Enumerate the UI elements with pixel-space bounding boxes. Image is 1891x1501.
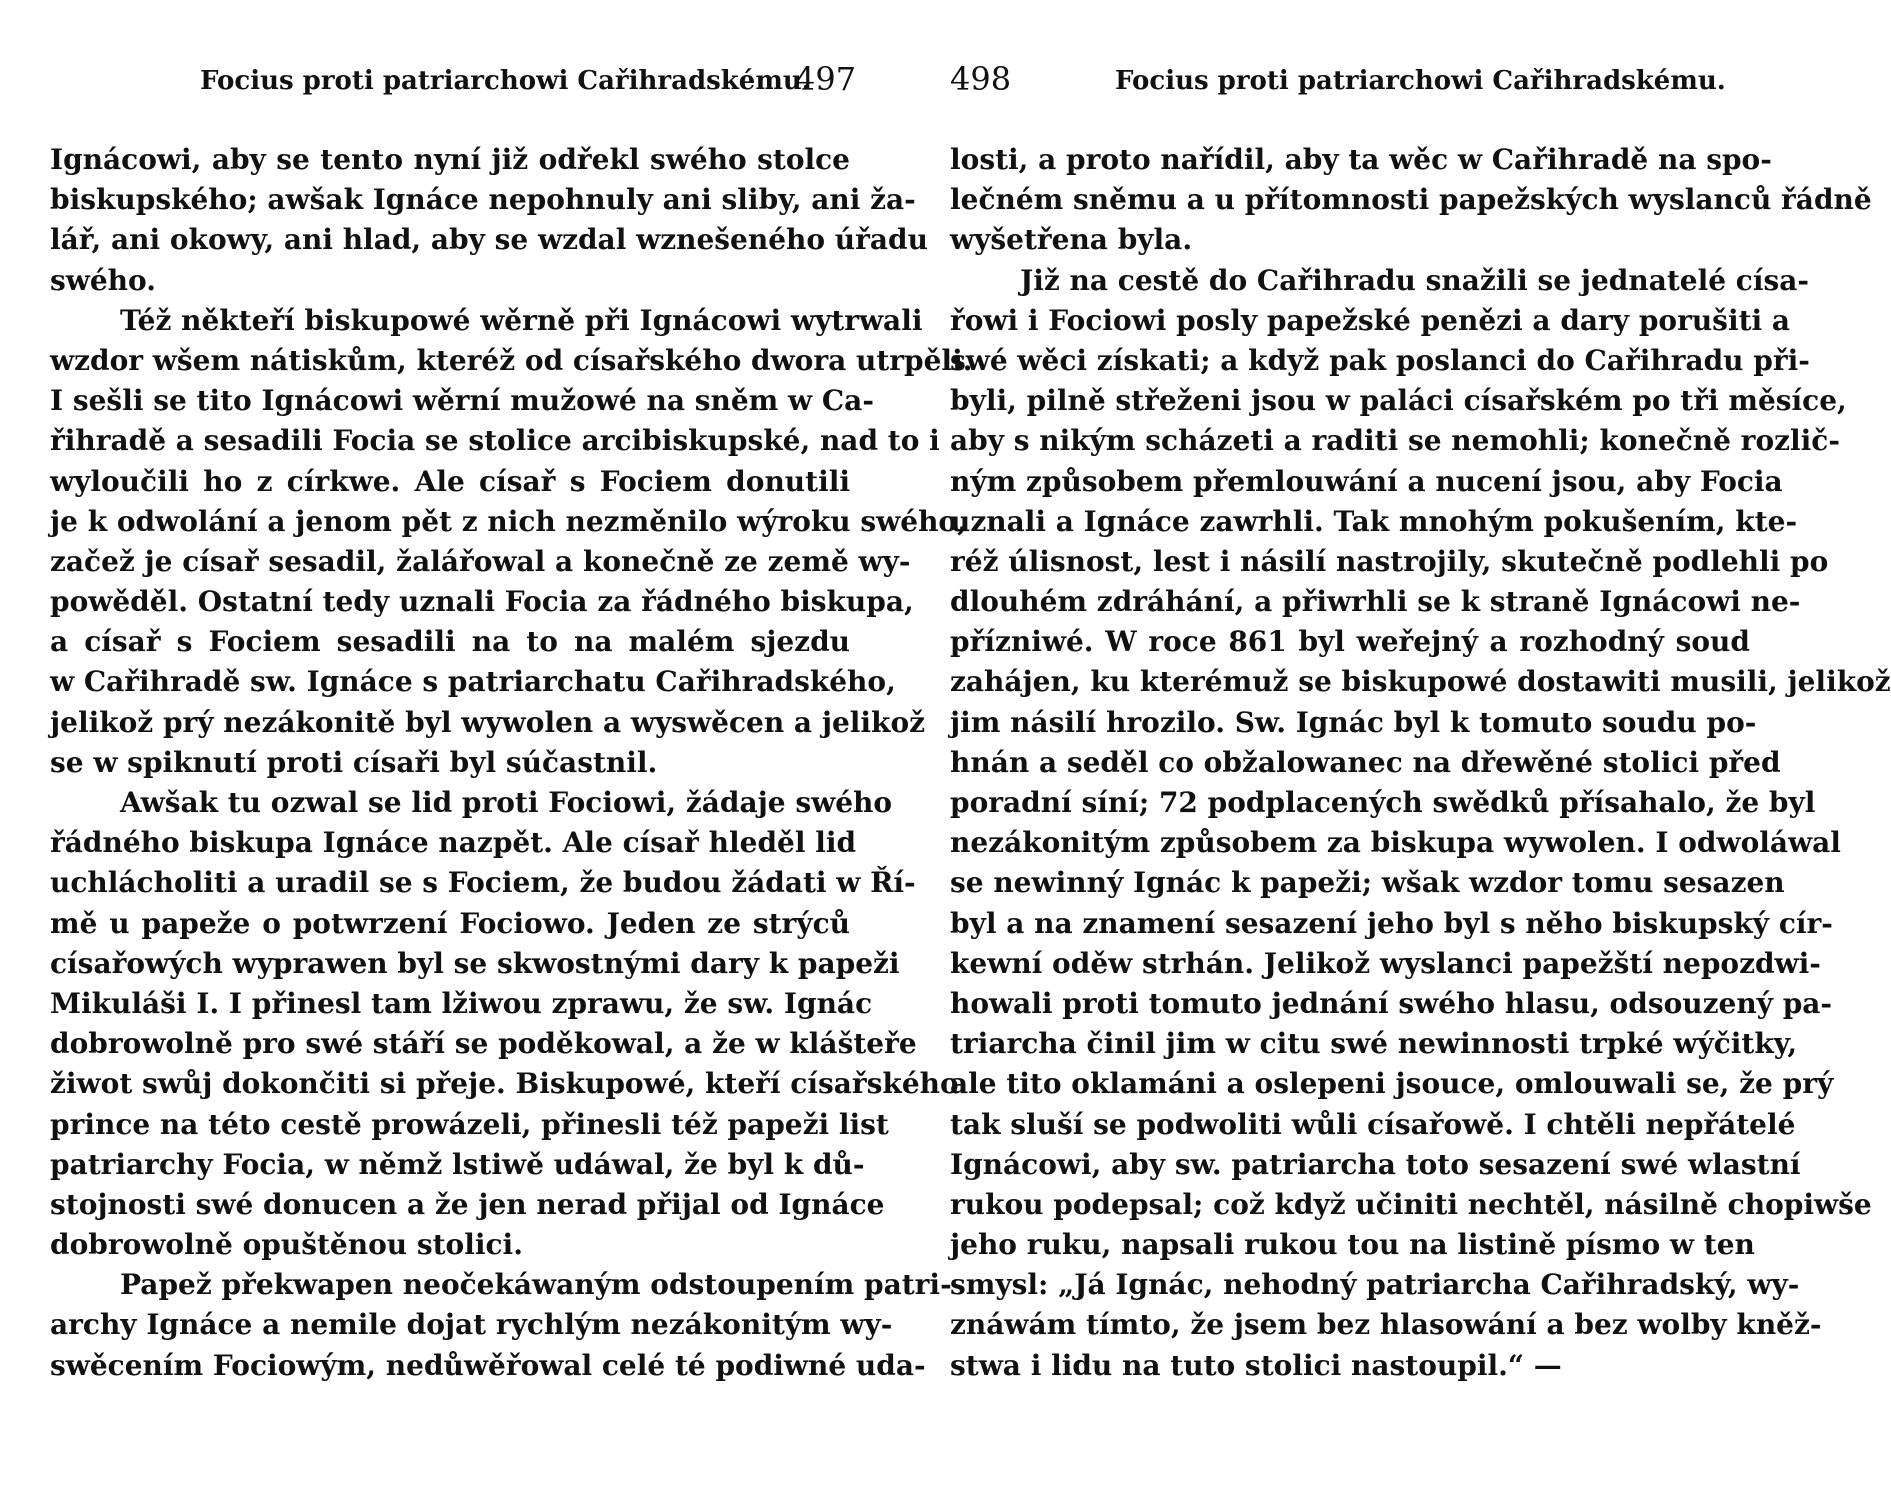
text-line: jelikož prý nezákonitě byl wywolen a wyswěcen a jelikož [50, 705, 926, 739]
right-running-head [950, 60, 1750, 104]
text-line: poradní síní; 72 podplacených swědků přísahalo, že byl [950, 786, 1816, 819]
text-line: biskupského; awšak Ignáce nepohnuly ani sliby, ani ža- [50, 183, 916, 217]
text-line: rukou podepsal; což když učiniti nechtěl, násilně chopiwše [950, 1187, 1872, 1221]
text-line: žiwot swůj dokončiti si přeje. Biskupowé, kteří císařského [50, 1067, 959, 1101]
text-line: w Cařihradě sw. Ignáce s patriarchatu Cařihradského, [50, 665, 896, 699]
text-line: mě u papeže o potwrzení Fociowo. Jeden ze strýců [50, 906, 850, 940]
text-line: hnán a seděl co obžalowanec na dřewěné stolici před [950, 745, 1781, 779]
text-line: jeho ruku, napsali rukou tou na listině písmo w ten [950, 1228, 1755, 1262]
text-line: I sešli se tito Ignácowi wěrní mužowé na sněm w Ca- [50, 384, 874, 418]
left-running-head [50, 60, 857, 104]
text-line: se newinný Ignác k papeži; wšak wzdor tomu sesazen [950, 866, 1785, 900]
text-line: císařowých wyprawen byl se skwostnými dary k papeži [50, 946, 900, 980]
text-line: stojnosti swé donucen a že jen nerad přijal od Ignáce [50, 1187, 885, 1221]
text-line: řowi i Fociowi posly papežské penězi a dary porušiti a [950, 303, 1791, 337]
text-line: se w spiknutí proti císaři byl súčastnil. [50, 745, 658, 779]
text-line: wyloučili ho z církwe. Ale císař s Fociem donutili [50, 464, 850, 498]
text-line: byli, pilně střeženi jsou w paláci císařském po tři měsíce, [950, 384, 1847, 418]
text-line: réž úlisnost, lest i násilí nastrojily, skutečně podlehli po [950, 544, 1829, 578]
text-line: wzdor wšem nátiskům, kteréž od císařského dwora utrpěli. [50, 343, 973, 377]
text-line: Papež překwapen neočekáwaným odstoupením patri- [120, 1268, 952, 1302]
text-line: swého. [50, 263, 156, 297]
text-line: smysl: „Já Ignác, nehodný patriarcha Cařihradský, wy- [950, 1268, 1800, 1302]
text-line: triarcha činil jim w citu swé newinnosti trpké wýčitky, [950, 1027, 1798, 1061]
text-line: wyšetřena byla. [950, 223, 1193, 257]
text-line: znáwám tímto, že jsem bez hlasowání a bez wolby kněž- [950, 1308, 1822, 1342]
right-page [950, 60, 1891, 1386]
text-line: kewní oděw strhán. Jelikož wyslanci papežští nepozdwi- [950, 946, 1821, 980]
text-line: řádného biskupa Ignáce nazpět. Ale císař hleděl lid [50, 826, 857, 860]
text-line: Ignácowi, aby se tento nyní již odřekl swého stolce [50, 143, 850, 176]
text-line: dobrowolně opuštěnou stolici. [50, 1228, 523, 1262]
right-text-block [950, 140, 1891, 1386]
text-line: howali proti tomuto jednání swého hlasu, odsouzený pa- [950, 986, 1833, 1020]
text-line: stwa i lidu na tuto stolici nastoupil.“ — [950, 1348, 1562, 1382]
right-running-title: Focius proti patriarchowi Cařihradskému. [1115, 66, 1726, 96]
text-line: lář, ani okowy, ani hlad, aby se wzdal wznešeného úřadu [50, 223, 928, 257]
text-line: Již na cestě do Cařihradu snažili se jednatelé císa- [1020, 263, 1809, 297]
text-line: losti, a proto nařídil, aby ta wěc w Cařihradě na spo- [950, 143, 1772, 176]
text-line: tak sluší se podwoliti wůli císařowě. I chtěli nepřátelé [950, 1107, 1796, 1141]
left-running-title: Focius proti patriarchowi Cařihradskému. [200, 66, 811, 96]
right-page-number: 498 [950, 60, 1012, 98]
text-line: jim násilí hrozilo. Sw. Ignác byl k tomuto soudu po- [950, 705, 1757, 739]
text-line: dobrowolně pro swé stáří se poděkowal, a že w klášteře [50, 1027, 917, 1061]
text-line: řihradě a sesadili Focia se stolice arcibiskupské, nad to i [50, 424, 940, 458]
text-line: swěcením Fociowým, nedůwěřowal celé té podiwné uda- [50, 1348, 926, 1382]
text-line: Též někteří biskupowé wěrně při Ignácowi wytrwali [120, 303, 923, 337]
text-line: uznali a Ignáce zawrhli. Tak mnohým pokušením, kte- [950, 504, 1798, 538]
text-line: uchlácholiti a uradil se s Fociem, že budou žádati w Ří- [50, 866, 916, 900]
text-line: ným způsobem přemlouwání a nucení jsou, aby Focia [950, 464, 1783, 498]
text-line: powěděl. Ostatní tedy uznali Focia za řádného biskupa, [50, 585, 914, 619]
text-line: byl a na znamení sesazení jeho byl s něho biskupský cír- [950, 906, 1833, 940]
text-line: ale tito oklamáni a oslepeni jsouce, omlouwali se, že prý [950, 1067, 1834, 1101]
text-line: swé wěci získati; a když pak poslanci do Cařihradu při- [950, 343, 1810, 377]
text-line: Mikuláši I. I přinesl tam lžiwou zprawu, že sw. Ignác [50, 986, 873, 1020]
text-line: začež je císař sesadil, žalářowal a konečně ze země wy- [50, 544, 911, 578]
text-line: patriarchy Focia, w němž lstiwě udáwal, že byl k dů- [50, 1147, 865, 1181]
text-line: Ignácowi, aby sw. patriarcha toto sesazení swé wlastní [950, 1147, 1801, 1181]
text-line: nezákonitým způsobem za biskupa wywolen. I odwoláwal [950, 826, 1841, 860]
text-line: Awšak tu ozwal se lid proti Fociowi, žádaje swého [120, 786, 893, 819]
text-line: je k odwolání a jenom pět z nich nezměnilo wýroku swého, [50, 504, 967, 538]
text-line: dlouhém zdráhání, a přiwrhli se k straně Ignácowi ne- [950, 585, 1801, 619]
left-text-block [50, 140, 973, 1386]
text-line: přízniwé. W roce 861 byl weřejný a rozhodný soud [950, 625, 1750, 659]
text-line: aby s nikým scházeti a raditi se nemohli; konečně rozlič- [950, 424, 1840, 458]
text-line: lečném sněmu a u přítomnosti papežských wyslanců řádně [950, 183, 1872, 217]
left-page-number: 497 [795, 60, 857, 98]
text-line: zahájen, ku kterémuž se biskupowé dostawiti musili, jelikož [950, 665, 1891, 699]
left-page [50, 60, 973, 1386]
text-line: archy Ignáce a nemile dojat rychlým nezákonitým wy- [50, 1308, 893, 1342]
text-line: prince na této cestě prowázeli, přinesli též papeži list [50, 1107, 889, 1141]
text-line: a císař s Fociem sesadili na to na malém sjezdu [50, 625, 850, 659]
